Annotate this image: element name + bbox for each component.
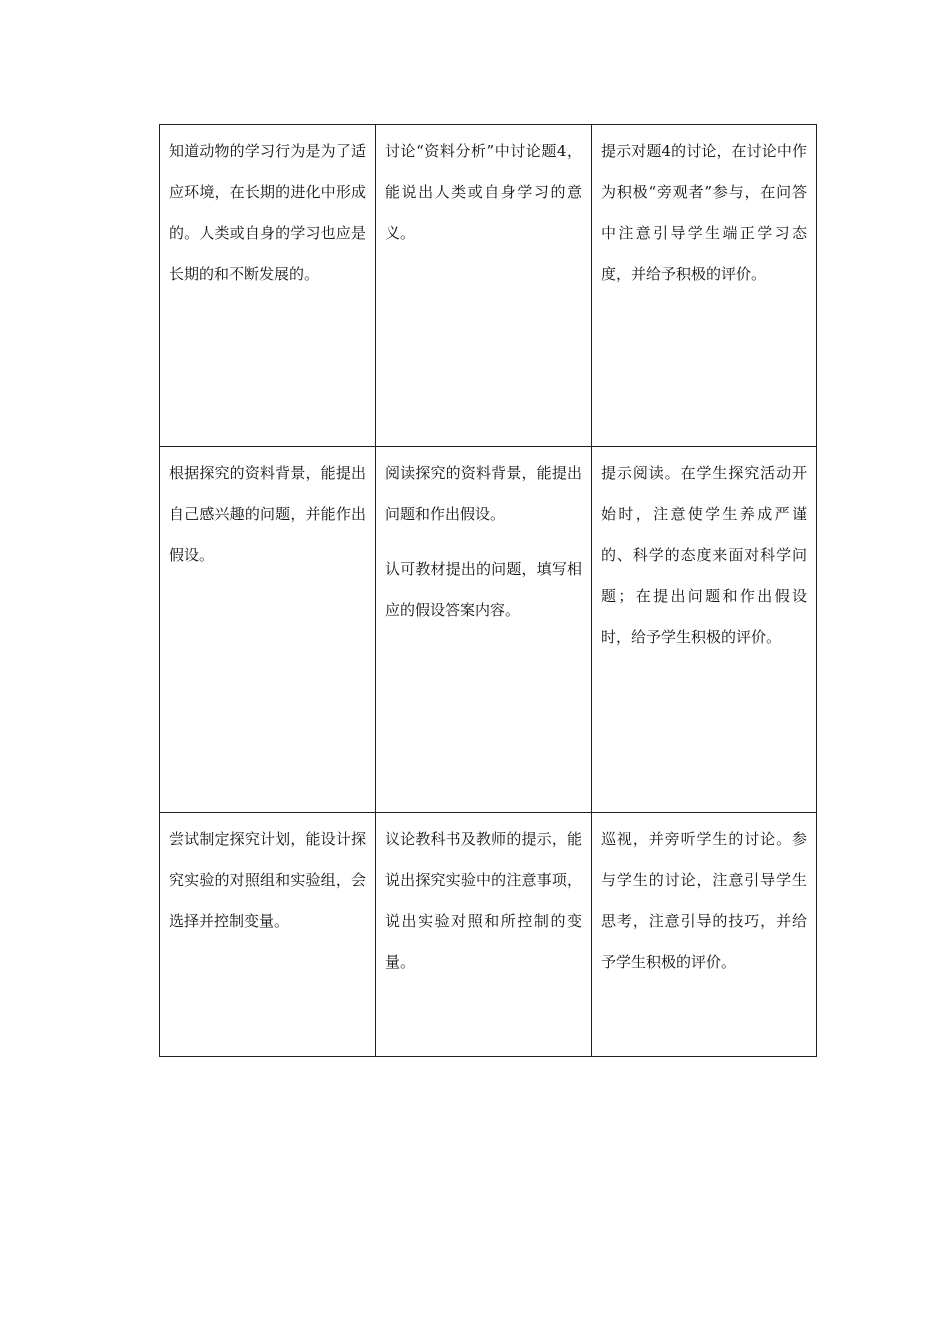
objective-cell bbox=[160, 125, 376, 447]
cell-text: 提示对题4的讨论，在讨论中作为积极“旁观者”参与，在问答中注意引导学生端正学习态度，并给予积极的评价。 bbox=[601, 142, 807, 283]
cell-text: 提示阅读。在学生探究活动开始时，注意使学生养成严谨的、科学的态度来面对科学问题；在提出问题和作出假设时，给予学生积极的评价。 bbox=[601, 464, 807, 646]
cell-text: 知道动物的学习行为是为了适应环境，在长期的进化中形成的。人类或自身的学习也应是长期的和不断发展的。 bbox=[169, 142, 366, 283]
student-activity-cell bbox=[376, 813, 592, 1057]
lesson-plan-table bbox=[159, 124, 817, 1057]
cell-text: 尝试制定探究计划，能设计探究实验的对照组和实验组，会选择并控制变量。 bbox=[169, 830, 366, 930]
cell-text: 讨论“资料分析”中讨论题4，能说出人类或自身学习的意义。 bbox=[385, 142, 582, 242]
cell-text: 认可教材提出的问题，填写相应的假设答案内容。 bbox=[385, 560, 582, 619]
cell-text: 议论教科书及教师的提示，能说出探究实验中的注意事项，说出实验对照和所控制的变量。 bbox=[385, 830, 582, 971]
teacher-activity-cell bbox=[592, 813, 817, 1057]
objective-cell bbox=[160, 813, 376, 1057]
cell-text: 阅读探究的资料背景，能提出问题和作出假设。 bbox=[385, 464, 582, 523]
table-row bbox=[160, 447, 817, 813]
teacher-activity-cell bbox=[592, 447, 817, 813]
objective-cell bbox=[160, 447, 376, 813]
table-row bbox=[160, 125, 817, 447]
table-row bbox=[160, 813, 817, 1057]
cell-text: 根据探究的资料背景，能提出自己感兴趣的问题，并能作出假设。 bbox=[169, 464, 366, 564]
student-activity-cell bbox=[376, 447, 592, 813]
cell-text: 巡视，并旁听学生的讨论。参与学生的讨论，注意引导学生思考，注意引导的技巧，并给予学生积极的评价。 bbox=[601, 830, 807, 971]
student-activity-cell bbox=[376, 125, 592, 447]
teacher-activity-cell bbox=[592, 125, 817, 447]
